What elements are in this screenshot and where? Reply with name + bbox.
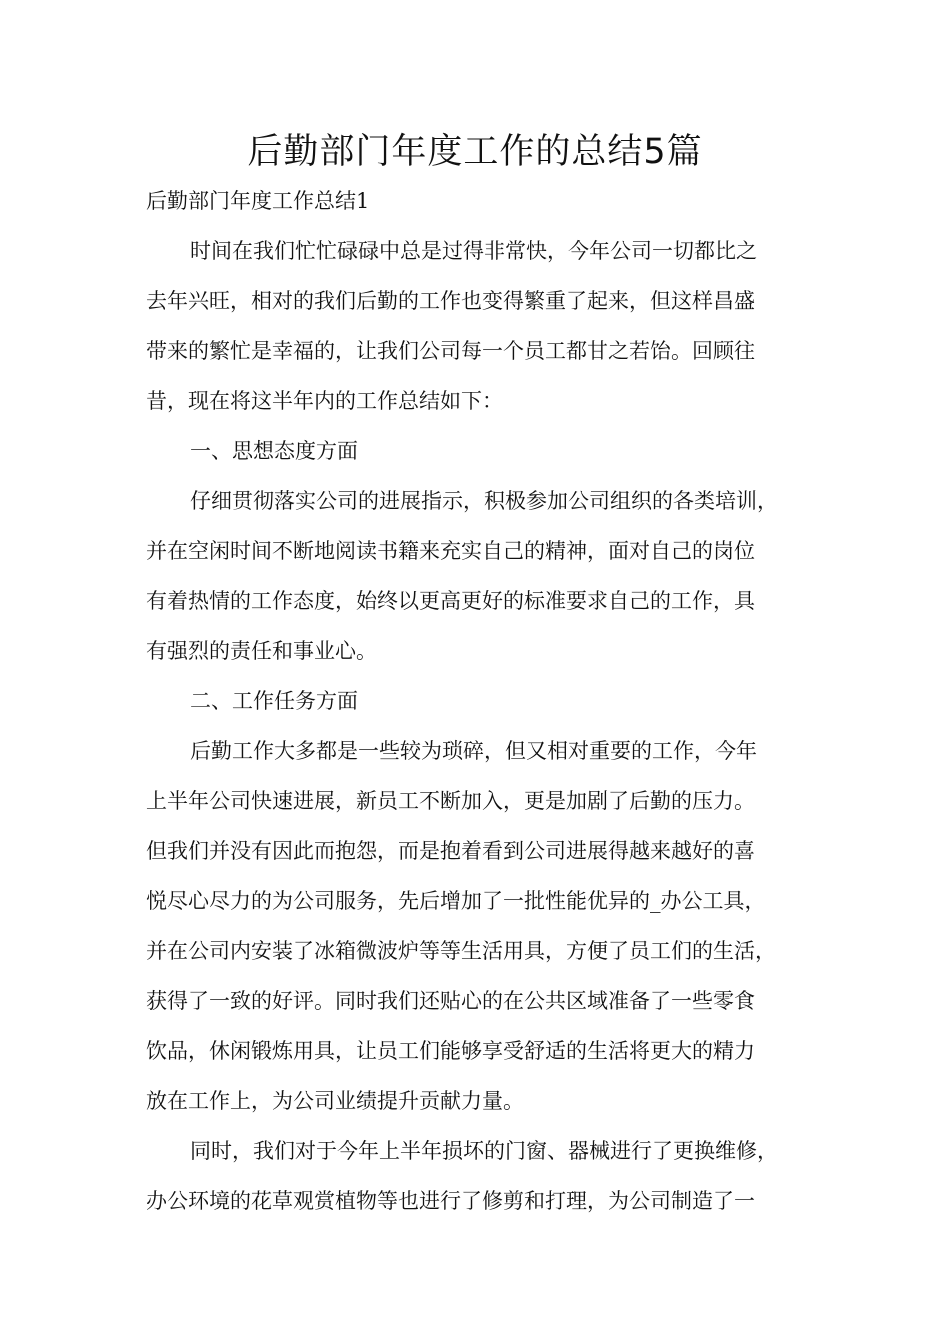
paragraph-line: 上半年公司快速进展，新员工不断加入，更是加剧了后勤的压力。: [146, 789, 755, 813]
paragraph-line: 饮品，休闲锻炼用具，让员工们能够享受舒适的生活将更大的精力: [146, 1039, 755, 1063]
subsection-heading: 二、工作任务方面: [190, 689, 358, 713]
paragraph-line: 带来的繁忙是幸福的，让我们公司每一个员工都甘之若饴。回顾往: [146, 339, 755, 363]
section-heading: 后勤部门年度工作总结1: [146, 189, 370, 213]
paragraph-line: 有强烈的责任和事业心。: [146, 639, 377, 663]
paragraph-line: 悦尽心尽力的为公司服务，先后增加了一批性能优异的_办公工具，: [146, 889, 766, 913]
paragraph-line: 办公环境的花草观赏植物等也进行了修剪和打理，为公司制造了一: [146, 1189, 755, 1213]
paragraph-line: 但我们并没有因此而抱怨，而是抱着看到公司进展得越来越好的喜: [146, 839, 755, 863]
paragraph-line: 获得了一致的好评。同时我们还贴心的在公共区域准备了一些零食: [146, 989, 755, 1013]
paragraph-line: 后勤工作大多都是一些较为琐碎，但又相对重要的工作，今年: [190, 739, 757, 763]
paragraph-line: 有着热情的工作态度，始终以更高更好的标准要求自己的工作，具: [146, 589, 755, 613]
paragraph-line: 仔细贯彻落实公司的进展指示，积极参加公司组织的各类培训，: [190, 489, 778, 513]
paragraph-line: 时间在我们忙忙碌碌中总是过得非常快，今年公司一切都比之: [190, 239, 757, 263]
paragraph-line: 昔，现在将这半年内的工作总结如下：: [146, 389, 503, 413]
paragraph-line: 并在公司内安装了冰箱微波炉等等生活用具，方便了员工们的生活，: [146, 939, 776, 963]
paragraph-line: 并在空闲时间不断地阅读书籍来充实自己的精神，面对自己的岗位: [146, 539, 755, 563]
paragraph-line: 去年兴旺，相对的我们后勤的工作也变得繁重了起来，但这样昌盛: [146, 289, 755, 313]
paragraph-line: 同时，我们对于今年上半年损坏的门窗、器械进行了更换维修，: [190, 1139, 778, 1163]
paragraph-line: 放在工作上，为公司业绩提升贡献力量。: [146, 1089, 524, 1113]
subsection-heading: 一、思想态度方面: [190, 439, 358, 463]
document-title: 后勤部门年度工作的总结5篇: [247, 132, 703, 172]
